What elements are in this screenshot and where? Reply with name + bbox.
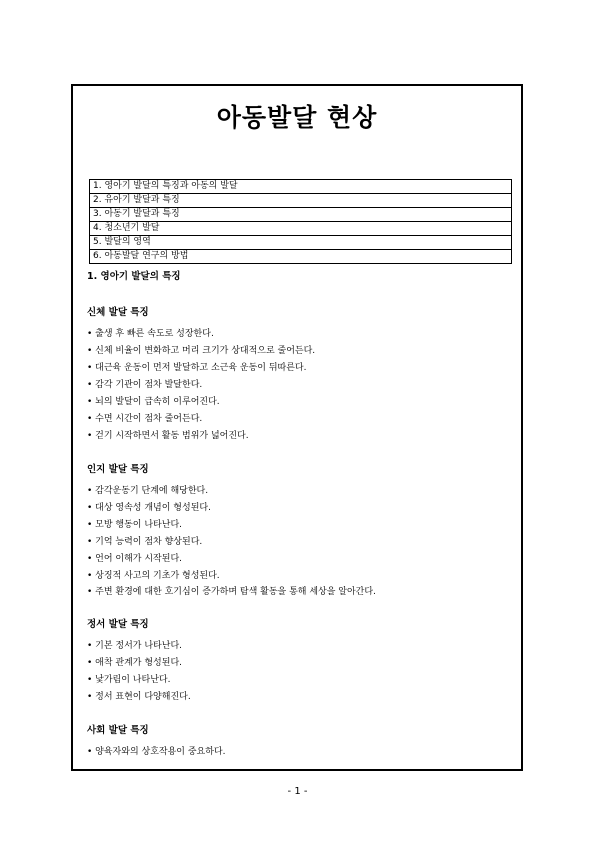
list-item: • 대근육 운동이 먼저 발달하고 소근육 운동이 뒤따른다.: [87, 363, 307, 373]
section: [87, 618, 512, 706]
list-item: • 주변 환경에 대한 호기심이 증가하며 탐색 활동을 통해 세상을 알아간다.: [87, 587, 376, 597]
subheading: 1. 영아기 발달의 특징: [87, 271, 181, 282]
document-frame: [71, 84, 523, 771]
section: [87, 306, 512, 445]
list-item: • 감각운동기 단계에 해당한다.: [87, 486, 209, 496]
page-title: 아동발달 현상: [216, 103, 378, 132]
list-item: • 애착 관계가 형성된다.: [87, 658, 182, 668]
list-item: • 상징적 사고의 기초가 형성된다.: [87, 571, 220, 581]
toc-item: 4. 청소년기 발달: [90, 221, 511, 235]
toc-item: 2. 유아기 발달과 특징: [90, 193, 511, 207]
list-item: • 대상 영속성 개념이 형성된다.: [87, 503, 211, 513]
page-number: - 1 -: [287, 786, 308, 797]
list-item: • 감각 기관이 점차 발달한다.: [87, 380, 203, 390]
table-of-contents: [89, 179, 512, 264]
list-item: • 언어 이해가 시작된다.: [87, 554, 182, 564]
toc-item: 5. 발달의 영역: [90, 235, 511, 249]
list-item: • 신체 비율이 변화하고 머리 크기가 상대적으로 줄어든다.: [87, 346, 316, 356]
section: [87, 463, 512, 600]
list-item: • 정서 표현이 다양해진다.: [87, 692, 191, 702]
toc-item: 1. 영아기 발달의 특징과 아동의 발달: [93, 181, 238, 191]
toc-item: 6. 아동발달 연구의 방법: [90, 249, 511, 263]
list-item: • 뇌의 발달이 급속히 이루어진다.: [87, 397, 220, 407]
document-body: [87, 270, 512, 779]
section-title: 인지 발달 특징: [87, 464, 149, 475]
list-item: • 기본 정서가 나타난다.: [87, 641, 182, 651]
section-title: 신체 발달 특징: [87, 307, 149, 318]
section: [87, 724, 512, 761]
toc-item: 3. 아동기 발달과 특징: [90, 207, 511, 221]
list-item: • 양육자와의 상호작용이 중요하다.: [87, 747, 226, 757]
list-item: • 수면 시간이 점차 줄어든다.: [87, 414, 203, 424]
section-title: 사회 발달 특징: [87, 725, 149, 736]
section-title: 정서 발달 특징: [87, 619, 149, 630]
list-item: • 기억 능력이 점차 향상된다.: [87, 537, 203, 547]
list-item: • 출생 후 빠른 속도로 성장한다.: [87, 329, 214, 339]
list-item: • 걷기 시작하면서 활동 범위가 넓어진다.: [87, 431, 249, 441]
list-item: • 낯가림이 나타난다.: [87, 675, 171, 685]
list-item: • 모방 행동이 나타난다.: [87, 520, 182, 530]
